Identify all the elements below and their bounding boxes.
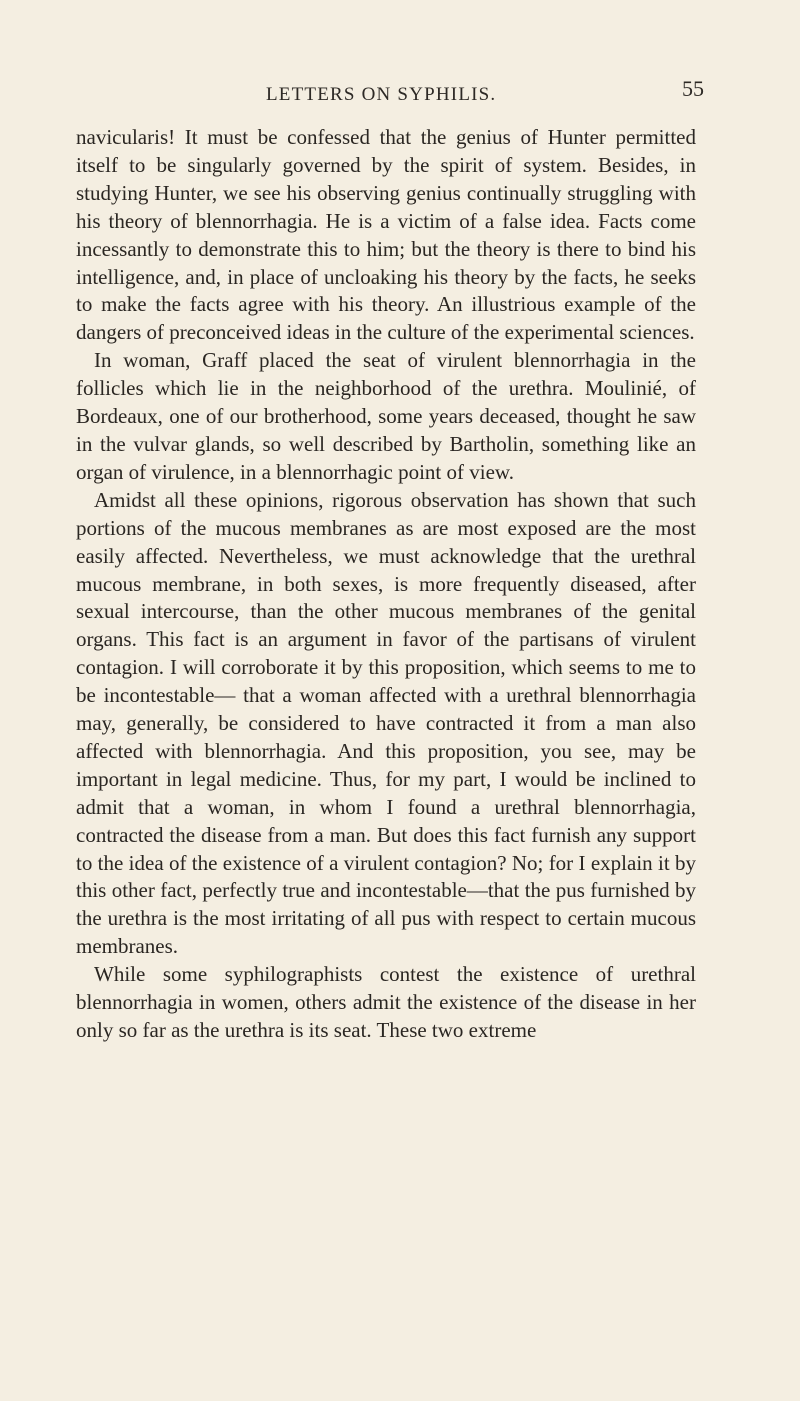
body-text — [76, 124, 696, 1045]
paragraph-1: navicularis! It must be confessed that the genius of Hunter permitted itself to be singularly governed by the spirit of system. Besides, in studying Hunter, we see his observing genius continually struggling with his theory of blennorrhagia. He is a victim of a false idea. Facts come incessantly to demonstrate this to him; but the theory is there to bind his intelligence, and, in place of uncloaking his theory by the facts, he seeks to make the facts agree with his theory. An illustrious example of the dangers of preconceived ideas in the culture of the experimental sciences. — [76, 125, 696, 345]
paragraph-2: In woman, Graff placed the seat of virulent blennorrhagia in the follicles which lie in the neighborhood of the urethra. Moulinié, of Bordeaux, one of our brotherhood, some years deceased, thought he saw in the vulvar glands, so well described by Bartholin, something like an organ of virulence, in a blennorrhagic point of view. — [76, 348, 696, 484]
paragraph-4: While some syphilographists contest the existence of urethral blennorrhagia in women, others admit the existence of the disease in her only so far as the urethra is its seat. These two extreme — [76, 962, 696, 1042]
running-head — [76, 72, 704, 112]
running-title: LETTERS ON SYPHILIS. — [266, 84, 497, 105]
paragraph-3: Amidst all these opinions, rigorous observation has shown that such portions of the mucous membranes as are most exposed are the most easily affected. Nevertheless, we must acknowledge that the urethral mucous membrane, in both sexes, is more frequently diseased, after sexual intercourse, than the other mucous membranes of the genital organs. This fact is an argument in favor of the partisans of virulent contagion. I will corroborate it by this proposition, which seems to me to be incontestable— that a woman affected with a urethral blennorrhagia may, generally, be considered to have contracted it from a man also affected with blennorrhagia. And this proposition, you see, may be important in legal medicine. Thus, for my part, I would be inclined to admit that a woman, in whom I found a urethral blennorrhagia, contracted the disease from a man. But does this fact furnish any support to the idea of the existence of a virulent contagion? No; for I explain it by this other fact, perfectly true and incontestable—that the pus furnished by the urethra is the most irritating of all pus with respect to certain mucous membranes. — [76, 487, 696, 959]
page-number: 55 — [682, 76, 704, 101]
